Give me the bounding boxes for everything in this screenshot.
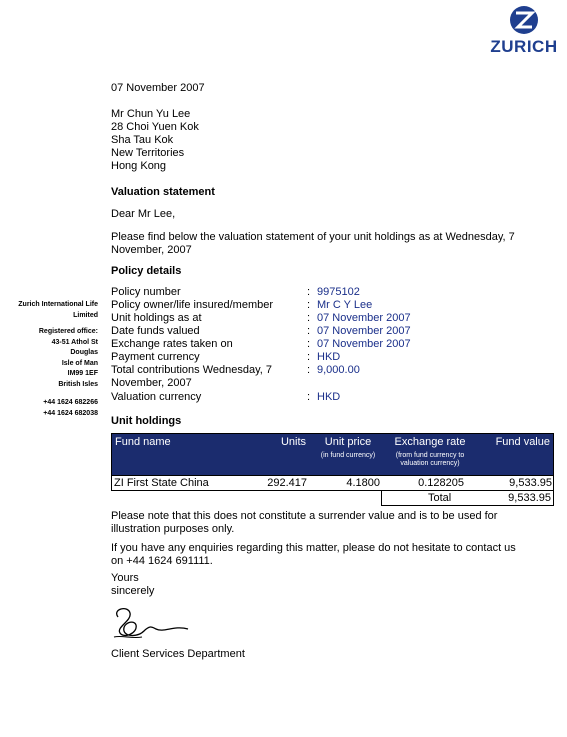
payment-currency-value: HKD bbox=[317, 351, 341, 363]
cell-unit-price: 4.1800 bbox=[346, 477, 380, 489]
office-line: Douglas bbox=[70, 349, 98, 356]
address-line: New Territories bbox=[111, 147, 185, 159]
policy-number-value: 9975102 bbox=[317, 286, 360, 298]
cell-fund-value: 9,533.95 bbox=[509, 477, 552, 489]
disclaimer-paragraph: Please note that this does not constitute a surrender value and is to be used for illustration purposes only. bbox=[111, 510, 498, 535]
policy-row-label: Date funds valued bbox=[111, 325, 200, 337]
phone-number: +44 1624 682266 bbox=[43, 399, 98, 406]
office-line: British Isles bbox=[58, 380, 98, 388]
office-line: Isle of Man bbox=[61, 359, 98, 367]
salutation: Dear Mr Lee, bbox=[111, 208, 176, 220]
policy-row-label: Total contributions Wednesday, 7 November, 2007 bbox=[111, 364, 273, 389]
address-block bbox=[111, 108, 199, 173]
valuation-currency-value: HKD bbox=[317, 391, 341, 403]
table-total-row bbox=[381, 491, 554, 506]
col-unit-price-sub: (in fund currency) bbox=[320, 452, 376, 459]
company-name-suffix: Limited bbox=[73, 311, 98, 319]
signoff-line: sincerely bbox=[111, 585, 155, 597]
colon: : bbox=[307, 391, 311, 403]
zurich-emblem-icon bbox=[485, 4, 563, 38]
total-label: Total bbox=[428, 492, 452, 504]
company-name: Zurich International Life bbox=[18, 301, 98, 308]
policy-row-label: Unit holdings as at bbox=[111, 312, 202, 324]
colon: : bbox=[307, 286, 311, 298]
policy-row-label: Exchange rates taken on bbox=[111, 338, 233, 350]
intro-paragraph: Please find below the valuation statement of your unit holdings as at Wednesday, 7 November, 2007 bbox=[111, 231, 515, 256]
total-contributions-value: 9,000.00 bbox=[317, 364, 360, 376]
colon: : bbox=[307, 299, 311, 311]
colon: : bbox=[307, 312, 311, 324]
col-exchange-rate bbox=[386, 436, 474, 468]
exchange-date-value: 07 November 2007 bbox=[317, 338, 411, 350]
colon: : bbox=[307, 351, 311, 363]
col-exchange-rate-sub: valuation currency) bbox=[400, 460, 460, 467]
holdings-date-value: 07 November 2007 bbox=[317, 312, 411, 324]
department-name: Client Services Department bbox=[111, 648, 245, 660]
colon: : bbox=[307, 338, 311, 350]
cell-units: 292.417 bbox=[267, 477, 307, 489]
letter-date: 07 November 2007 bbox=[111, 82, 205, 94]
office-line: 43-51 Athol St bbox=[51, 338, 98, 346]
policy-row-label: Payment currency bbox=[111, 351, 200, 363]
col-fund-name: Fund name bbox=[115, 436, 171, 448]
policy-details-heading: Policy details bbox=[111, 265, 182, 277]
col-exchange-rate-sub: (from fund currency to bbox=[395, 452, 465, 459]
col-fund-value: Fund value bbox=[495, 436, 550, 448]
office-label: Registered office: bbox=[38, 328, 98, 335]
valued-date-value: 07 November 2007 bbox=[317, 325, 411, 337]
col-units: Units bbox=[280, 436, 306, 448]
signoff-line: Yours bbox=[111, 572, 139, 584]
fax-number: +44 1624 682038 bbox=[43, 409, 98, 417]
policy-row-label: Policy number bbox=[111, 286, 181, 298]
company-sidebar bbox=[0, 300, 98, 419]
statement-title: Valuation statement bbox=[111, 186, 215, 198]
colon: : bbox=[307, 364, 311, 376]
policy-row-label: Valuation currency bbox=[111, 391, 202, 403]
table-row bbox=[111, 476, 554, 491]
signature-image bbox=[108, 603, 198, 643]
table-header bbox=[111, 433, 554, 476]
office-line: IM99 1EF bbox=[67, 370, 98, 377]
address-line: Sha Tau Kok bbox=[111, 134, 174, 146]
cell-exchange-rate: 0.128205 bbox=[418, 477, 464, 489]
cell-fund-name: ZI First State China bbox=[114, 477, 209, 489]
policy-row-label: Policy owner/life insured/member bbox=[111, 299, 274, 311]
col-unit-price bbox=[312, 436, 384, 460]
total-value: 9,533.95 bbox=[508, 492, 551, 504]
zurich-logo bbox=[485, 4, 563, 56]
brand-wordmark: ZURICH bbox=[490, 37, 558, 56]
fund-table bbox=[111, 433, 554, 506]
col-unit-price-label: Unit price bbox=[324, 436, 372, 448]
address-line: Hong Kong bbox=[111, 160, 167, 172]
address-line: 28 Choi Yuen Kok bbox=[111, 121, 199, 133]
colon: : bbox=[307, 325, 311, 337]
enquiries-paragraph: If you have any enquiries regarding this matter, please do not hesitate to contact us on +44 1624 691111. bbox=[111, 542, 516, 567]
unit-holdings-heading: Unit holdings bbox=[111, 415, 182, 427]
address-line: Mr Chun Yu Lee bbox=[111, 108, 191, 120]
policy-owner-value: Mr C Y Lee bbox=[317, 299, 373, 311]
col-exchange-rate-label: Exchange rate bbox=[394, 436, 466, 448]
